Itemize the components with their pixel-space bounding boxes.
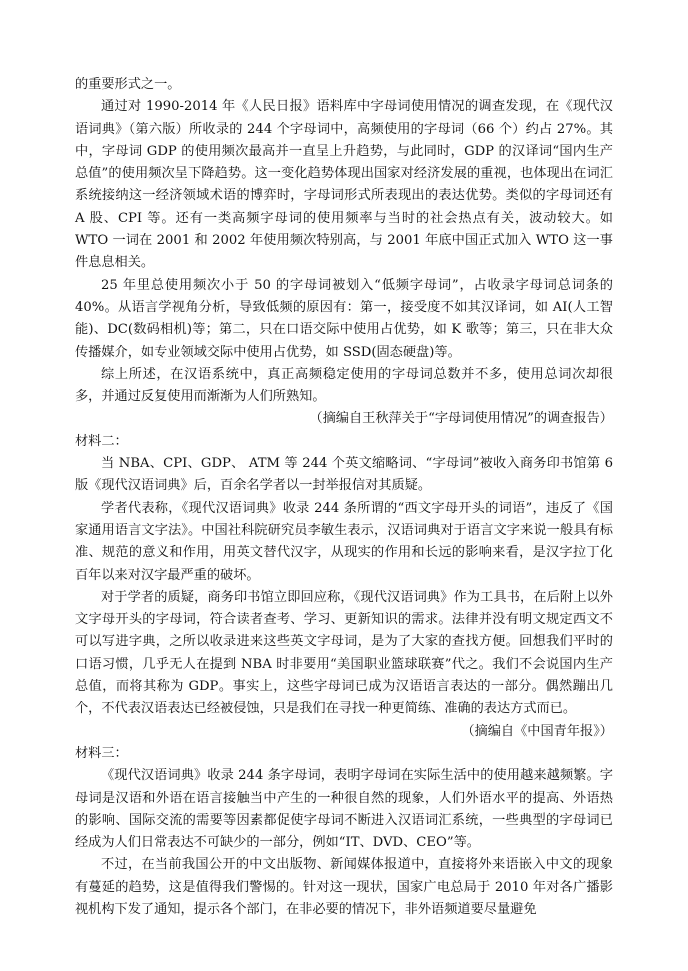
paragraph-warning: 不过，在当前我国公开的中文出版物、新闻媒体报道中，直接将外来语嵌入中文的现象有蔓延的趋势，这是值得我们警惕的。针对这一现状，国家广电总局于 2010 年对各广播影视机构下发了通知，提示各个部门，在非必要的情况下，非外语频道要尽量避免 [75,857,613,917]
paragraph-response: 对于学者的质疑，商务印书馆立即回应称，《现代汉语词典》作为工具书，在后附上以外文字母开头的字母词，符合读者查考、学习、更新知识的需求。法律并没有明文规定西文不可以写进字典，之所以收录进来这些英文字母词，是为了大家的查找方便。回想我们平时的口语习惯，几乎无人在提到 NBA 时非要用“美国职业篮球联赛”代之。我们不会说国内生产总值，而将其称为 GDP。事实上，这些字母词已成为汉语语言表达的一部分。偶然蹦出几个，不代表汉语表达已经被侵蚀，只是我们在寻找一种更简练、准确的表达方式而已。 [75,589,613,717]
material-3-heading: 材料三： [75,745,128,761]
paragraph-nba-cpi: 当 NBA、CPI、GDP、 ATM 等 244 个英文缩略词、“字母词”被收入商务印书馆第 6 版《现代汉语词典》后，百余名学者以一封举报信对其质疑。 [75,456,613,494]
source-citation-1: （摘编自王秋萍关于“字母词使用情况”的调查报告） [309,411,613,427]
paragraph-scholars: 学者代表称，《现代汉语词典》收录 244 条所谓的“西文字母开头的词语”，违反了《国家通用语言文字法》。中国社科院研究员李敏生表示，汉语词典对于语言文字来说一般具有标准、规范的意义和作用，用英文替代汉字，从现实的作用和长远的影响来看，是汉字拉丁化百年以来对汉字最严重的破坏。 [75,500,613,583]
source-citation-2: （摘编自《中国青年报》） [461,723,613,739]
paragraph-dictionary: 《现代汉语词典》收录 244 条字母词，表明字母词在实际生活中的使用越来越频繁。字母词是汉语和外语在语言接触当中产生的一种很自然的现象，人们外语水平的提高、外语热的影响、国际交流的需要等因素都促使字母词不断进入汉语词汇系统，一些典型的字母词已经成为人们日常表达不可缺少的一部分，例如“IT、DVD、CEO”等。 [75,768,613,851]
paragraph-continuation: 的重要形式之一。 [75,77,181,92]
material-2-heading: 材料二： [75,433,128,449]
paragraph-gdp-frequency: 通过对 1990-2014 年《人民日报》语料库中字母词使用情况的调查发现，在《现代汉语词典》（第六版）所收录的 244 个字母词中，高频使用的字母词（66 个）约占 27%。其中，字母词 GDP 的使用频次最高并一直呈上升趋势，与此同时，GDP 的汉译词“国内生产总值”的使用频次呈下降趋势。这一变化趋势体现出国家对经济发展的重视，也体现出在词汇系统接纳这一经济领域术语的博弈时，字母词形式所表现出的表达优势。类似的字母词还有 A 股、CPI 等。还有一类高频字母词的使用频率与当时的社会热点有关，波动较大。如 WTO 一词在 2001 和 2002 年使用频次特别高，与 2001 年底中国正式加入 WTO 这一事件息息相关。 [75,99,613,271]
paragraph-summary: 综上所述，在汉语系统中，真正高频稳定使用的字母词总数并不多，使用总词次却很多，并通过反复使用而渐渐为人们所熟知。 [75,366,613,405]
paragraph-low-frequency: 25 年里总使用频次小于 50 的字母词被划入“低频字母词”，占收录字母词总词条的 40%。从语言学视角分析，导致低频的原因有：第一，接受度不如其汉译词，如 AI(人工智能)、DC(数码相机)等；第二，只在口语交际中使用占优势，如 K 歌等；第三，只在非大众传播媒介，如专业领域交际中使用占优势，如 SSD(固态硬盘)等。 [75,277,613,360]
document-page [75,74,613,921]
